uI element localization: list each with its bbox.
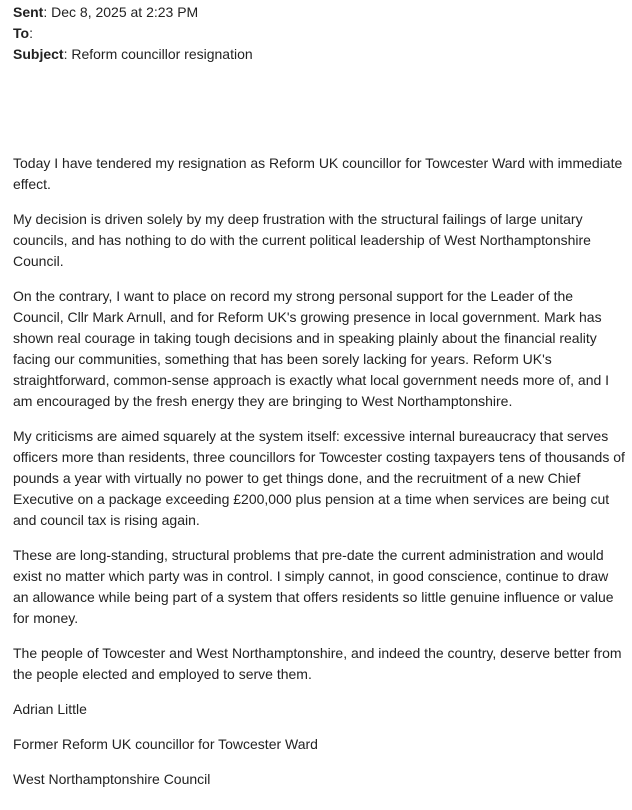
to-line (13, 23, 622, 44)
sent-value: : Dec 8, 2025 at 2:23 PM (43, 4, 199, 20)
body-paragraph: Today I have tendered my resignation as Reform UK councillor for Towcester Ward with immediate effect. (13, 155, 623, 192)
email-header (13, 0, 622, 65)
body-paragraph: These are long-standing, structural problems that pre-date the current administration and would exist no matter which party was in control. I simply cannot, in good conscience, continue to draw an allowance while being part of a system that offers residents so little genuine influence or value for money. (13, 547, 614, 626)
sent-line (13, 2, 622, 23)
subject-line (13, 44, 622, 65)
email-body (13, 153, 625, 804)
signature-name: Adrian Little (13, 701, 87, 717)
body-paragraph: My criticisms are aimed squarely at the system itself: excessive internal bureaucracy that serves officers more than residents, three councillors for Towcester costing taxpayers tens of thousands of pounds a year with virtually no power to get things done, and the recruitment of a new Chief Executive on a package exceeding £200,000 plus pension at a time when services are being cut and council tax is rising again. (13, 428, 625, 528)
subject-value: : Reform councillor resignation (63, 46, 253, 62)
body-paragraph: The people of Towcester and West Northamptonshire, and indeed the country, deserve better from the people elected and employed to serve them. (13, 645, 622, 682)
body-paragraph: My decision is driven solely by my deep frustration with the structural failings of large unitary councils, and has nothing to do with the current political leadership of West Northamptonshire Council. (13, 211, 591, 269)
sent-label: Sent (13, 4, 44, 20)
subject-label: Subject (13, 46, 64, 62)
body-paragraph: On the contrary, I want to place on record my strong personal support for the Leader of the Council, Cllr Mark Arnull, and for Reform UK's growing presence in local government. Mark has shown real courage in taking tough decisions and in speaking plainly about the financial reality facing our communities, something that has been sorely lacking for years. Reform UK's straightforward, common-sense approach is exactly what local government needs more of, and I am encouraged by the fresh energy they are bringing to West Northamptonshire. (13, 288, 610, 409)
to-label: To (13, 25, 30, 41)
to-value: : (29, 25, 33, 41)
signature-title: Former Reform UK councillor for Towcester Ward (13, 736, 318, 752)
signature-council: West Northamptonshire Council (13, 771, 211, 787)
